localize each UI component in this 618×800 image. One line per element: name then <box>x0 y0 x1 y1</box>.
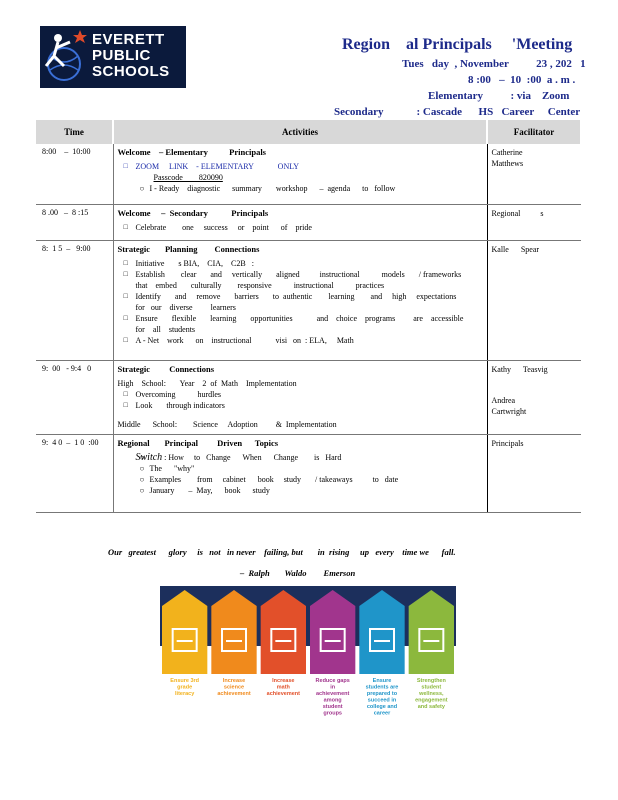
agenda-time: 9: 00 - 9:4 0 <box>36 360 113 434</box>
logo-text-line: SCHOOLS <box>92 63 170 80</box>
activity-bullet: □ Establish clear and vertically aligned instructional models / frameworks that embed culturally responsive instructional practices <box>118 269 483 291</box>
activity-bullet: □ Ensure flexible learning opportunities and choice programs are accessible for all students <box>118 313 483 335</box>
meeting-location-secondary: Secondary : Cascade HS Career Center <box>334 106 581 118</box>
spacer <box>118 411 483 419</box>
activity-text: Middle School: Science Adoption & Implementation <box>117 419 337 429</box>
facilitator-name <box>492 375 578 385</box>
activity-text: High School: Year 2 of Math Implementation <box>117 378 297 388</box>
facilitator-name: Kathy Teasvig <box>491 364 548 374</box>
facilitator-name: Cartwright <box>491 406 527 416</box>
zoom-link[interactable]: □ ZOOM LINK - ELEMENTARY ONLY <box>118 161 483 172</box>
activity-bullet: □ Overcoming hurdles <box>118 389 483 400</box>
quote-author: – Ralph Waldo Emerson <box>240 568 356 578</box>
agenda-time: 8 .00 – 8 :15 <box>36 204 113 240</box>
facilitator-name: Catherine <box>491 148 523 157</box>
facilitator-name: Regional s <box>491 208 544 218</box>
goal-label: Reduce gaps in achievement among student groups <box>315 678 350 717</box>
agenda-time: 8:00 – 10:00 <box>36 144 113 204</box>
agenda-activity <box>113 360 487 434</box>
logo-text-line: EVERETT <box>92 31 165 48</box>
activity-text: Passcode 820090 <box>153 173 223 182</box>
goal-panel <box>310 590 355 674</box>
agenda-table <box>36 120 582 513</box>
agenda-row <box>36 144 581 204</box>
activity-sub-bullet: ○ The "why" <box>118 463 483 474</box>
quote-text: Our greatest glory is not in never failing, but in rising up every time we fall. <box>108 547 456 557</box>
agenda-facilitator <box>487 360 581 434</box>
activity-title: Strategic Planning Connections <box>117 243 260 254</box>
facilitator-name: Andrea <box>491 395 516 405</box>
column-header-activities: Activities <box>113 120 487 144</box>
activity-title: Welcome – Secondary Principals <box>117 207 269 218</box>
activity-bullet: □ A - Net work on instructional visi on : ELA, Math <box>118 335 483 346</box>
agenda-facilitator <box>487 434 581 512</box>
agenda-facilitator <box>487 240 581 360</box>
goal-label: Ensure 3rd grade literacy <box>170 678 200 697</box>
column-header-facilitator: Facilitator <box>487 120 581 144</box>
activity-bullet: □ Identify and remove barriers to authentic learning and high expectations for our diverse learners <box>118 291 483 313</box>
agenda-activity <box>113 144 487 204</box>
goal-label: Strengthen student wellness, engagement and safety <box>415 678 448 710</box>
agenda-activity <box>113 240 487 360</box>
goal-label: Increase math achievement <box>266 678 300 697</box>
agenda-time: 9: 4 0 – 1 0 :00 <box>36 434 113 512</box>
book-title: Switch <box>135 451 163 463</box>
goal-label: Increase science achievement <box>217 678 251 697</box>
activity-title: Strategic Connections <box>117 363 215 374</box>
agenda-row <box>36 434 581 512</box>
facilitator-name: Principals <box>491 438 524 448</box>
table-header-row <box>36 120 581 144</box>
activity-bullet: □ Initiative s BIA, CIA, C2B : <box>118 258 483 269</box>
activity-sub-bullet: ○ January – May, book study <box>118 485 483 496</box>
agenda-row <box>36 204 581 240</box>
logo-text-line: PUBLIC <box>92 47 151 64</box>
goal-panel <box>162 590 207 674</box>
meeting-date: Tues day , November 23 , 202 1 <box>402 58 586 70</box>
facilitator-name: Kalle Spear <box>491 244 540 254</box>
facilitator-name: Matthews <box>491 159 524 168</box>
agenda-time: 8: 1 5 – 9:00 <box>36 240 113 360</box>
activity-sub-bullet: ○ Examples from cabinet book study / takeaways to date <box>118 474 483 485</box>
agenda-facilitator <box>487 204 581 240</box>
goal-label: Ensure students are prepared to succeed in college and career <box>365 678 399 717</box>
agenda-activity <box>113 204 487 240</box>
goal-panel <box>211 590 256 674</box>
meeting-time: 8 :00 – 10 :00 a . m . <box>468 74 576 86</box>
agenda-row <box>36 240 581 360</box>
activity-sub-bullet: ○ I - Ready diagnostic summary workshop – agenda to follow <box>118 183 483 194</box>
district-goals-graphic <box>160 586 456 724</box>
agenda-body <box>36 144 581 512</box>
goal-panel <box>359 590 404 674</box>
activity-bullet: □ Look through indicators <box>118 400 483 411</box>
facilitator-name <box>492 385 578 395</box>
activity-bullet: □ Celebrate one success or point of pride <box>118 222 483 233</box>
column-header-time: Time <box>36 120 113 144</box>
agenda-facilitator <box>487 144 581 204</box>
meeting-title: Region al Principals 'Meeting <box>342 36 573 53</box>
agenda-activity <box>113 434 487 512</box>
agenda-row <box>36 360 581 434</box>
goal-panel <box>409 590 454 674</box>
meeting-location-elementary: Elementary : via Zoom <box>428 90 570 102</box>
activity-book-title: ○ Switch : How to Change When Change is Hard <box>118 452 483 463</box>
activity-title: Regional Principal Driven Topics <box>117 437 279 448</box>
activity-title: Welcome – Elementary Principals <box>117 147 266 157</box>
globe-figure-icon <box>40 26 92 88</box>
district-logo <box>40 26 186 88</box>
goal-panel <box>261 590 306 674</box>
